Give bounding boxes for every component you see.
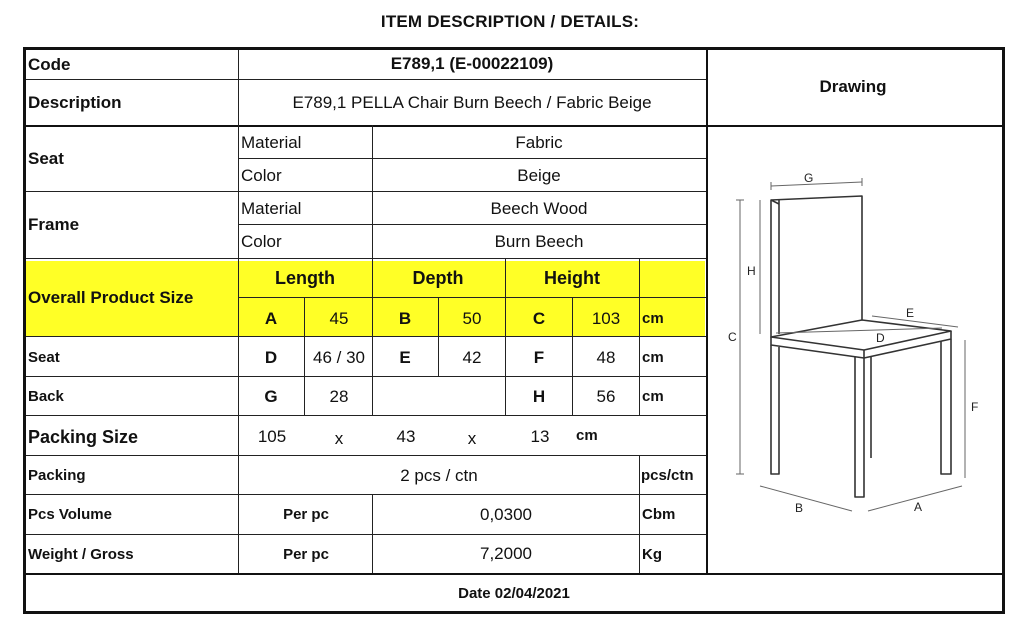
description-label: Description <box>28 93 122 112</box>
drawing-label-g: G <box>804 171 814 185</box>
frame-color-value: Burn Beech <box>494 232 584 251</box>
packing-label: Packing <box>28 467 86 484</box>
volume-value: 0,0300 <box>480 505 532 524</box>
length-header: Length <box>275 268 335 288</box>
seat-color-label: Color <box>241 166 282 185</box>
drawing-label-d: D <box>876 331 885 345</box>
description-value: E789,1 PELLA Chair Burn Beech / Fabric Beige <box>292 93 652 112</box>
packing-x1: x <box>334 429 344 448</box>
frame-material-value: Beech Wood <box>490 199 588 218</box>
letter-c: C <box>532 309 546 328</box>
seat-color-value: Beige <box>517 166 561 185</box>
overall-size-label: Overall Product Size <box>28 288 194 307</box>
packing-width: 43 <box>396 427 416 446</box>
packing-x2: x <box>467 429 477 448</box>
back-dims-unit: cm <box>642 388 664 405</box>
packing-height: 13 <box>530 427 550 446</box>
drawing-label-c: C <box>728 330 737 344</box>
value-f: 48 <box>596 348 616 367</box>
packing-unit: pcs/ctn <box>641 467 694 484</box>
packing-value: 2 pcs / ctn <box>400 466 478 485</box>
seat-material-value: Fabric <box>515 133 563 152</box>
volume-per: Per pc <box>283 506 329 523</box>
seat-label: Seat <box>28 149 64 168</box>
packing-size-unit: cm <box>576 427 598 444</box>
letter-f: F <box>533 348 545 367</box>
letter-d: D <box>264 348 278 367</box>
value-b: 50 <box>462 309 482 328</box>
document-title: ITEM DESCRIPTION / DETAILS: <box>380 12 640 31</box>
weight-unit: Kg <box>642 546 662 563</box>
weight-label: Weight / Gross <box>28 546 134 563</box>
seat-dims-label: Seat <box>28 349 60 366</box>
value-a: 45 <box>329 309 349 328</box>
frame-color-label: Color <box>241 232 282 251</box>
drawing-label-a: A <box>914 500 923 514</box>
value-g: 28 <box>329 387 349 406</box>
drawing-label-h: H <box>747 264 756 278</box>
drawing-label-b: B <box>795 501 804 515</box>
packing-length: 105 <box>257 427 287 446</box>
value-c: 103 <box>591 309 621 328</box>
depth-header: Depth <box>412 268 464 288</box>
value-h: 56 <box>596 387 616 406</box>
frame-label: Frame <box>28 215 80 234</box>
value-d: 46 / 30 <box>313 348 365 367</box>
letter-h: H <box>532 387 546 406</box>
code-label: Code <box>28 55 71 74</box>
drawing-label-f: F <box>971 400 979 414</box>
code-value: E789,1 (E-00022109) <box>390 54 554 73</box>
volume-label: Pcs Volume <box>28 506 112 523</box>
letter-a: A <box>264 309 278 328</box>
overall-unit: cm <box>642 310 664 327</box>
frame-material-label: Material <box>241 199 302 218</box>
date: Date 02/04/2021 <box>458 585 570 602</box>
seat-dims-unit: cm <box>642 349 664 366</box>
letter-b: B <box>398 309 412 328</box>
height-header: Height <box>544 268 600 288</box>
back-dims-label: Back <box>28 388 64 405</box>
weight-value: 7,2000 <box>480 544 532 563</box>
seat-material-label: Material <box>241 133 302 152</box>
weight-per: Per pc <box>283 546 329 563</box>
volume-unit: Cbm <box>642 506 676 523</box>
drawing-label: Drawing <box>819 77 887 96</box>
packing-size-label: Packing Size <box>28 427 139 447</box>
letter-g: G <box>264 387 278 406</box>
drawing-label-e: E <box>906 306 915 320</box>
letter-e: E <box>399 348 411 367</box>
value-e: 42 <box>462 348 482 367</box>
